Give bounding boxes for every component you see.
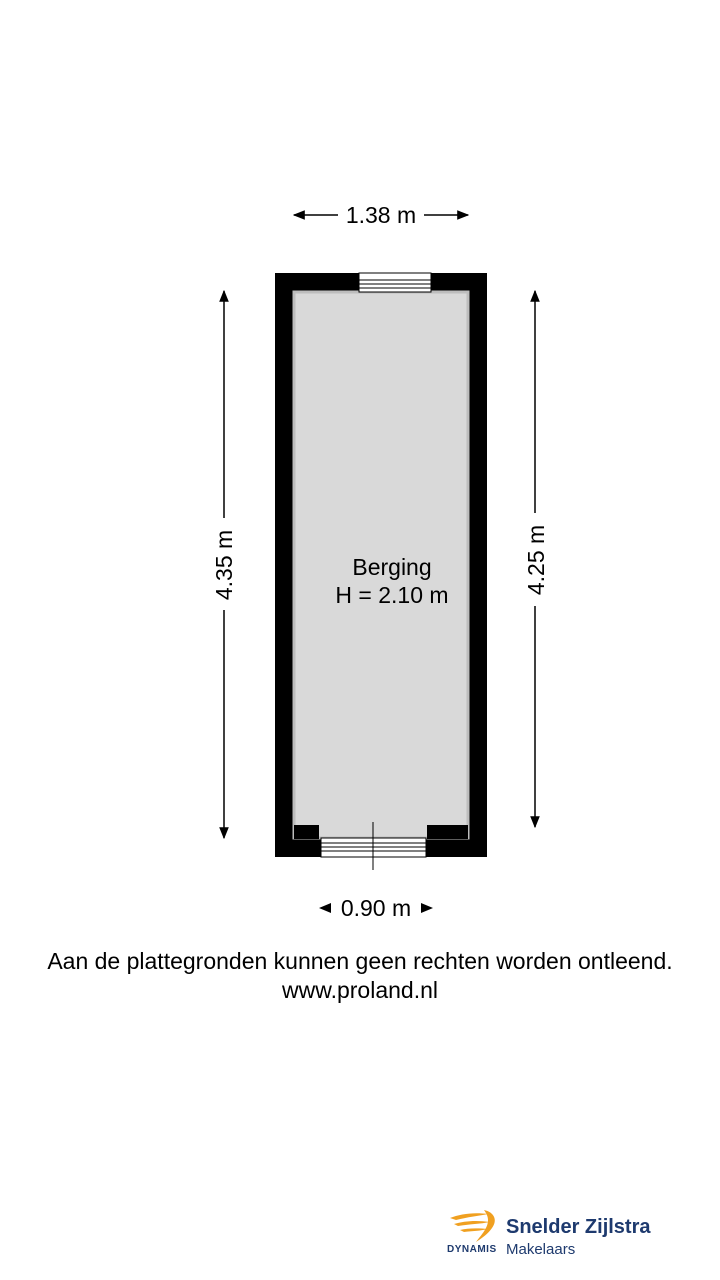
door-width-label: 0.90 m [340,895,412,921]
door-width-dimension [319,895,433,921]
room-height: H = 2.10 m [335,582,449,608]
top-width-dimension [294,202,468,228]
dynamis-flame-icon [448,1208,500,1244]
logo-brand-name: Snelder Zijlstra [506,1216,651,1238]
left-height-label: 4.35 m [211,529,237,601]
room-name: Berging [352,554,432,580]
top-width-label: 1.38 m [345,202,417,228]
website-link[interactable]: www.proland.nl [282,977,438,1003]
door-arrow-right [421,903,433,913]
logo-subtitle: Makelaars [506,1241,576,1258]
company-logo[interactable] [446,1206,666,1266]
door-arrow-left [319,903,331,913]
top-window [359,273,431,292]
left-height-dimension [211,291,237,838]
logo-network-label: DYNAMIS [447,1244,497,1255]
right-height-label: 4.25 m [523,524,549,596]
right-height-dimension [523,291,549,827]
disclaimer-text: Aan de plattegronden kunnen geen rechten worden ontleend. [47,948,673,974]
